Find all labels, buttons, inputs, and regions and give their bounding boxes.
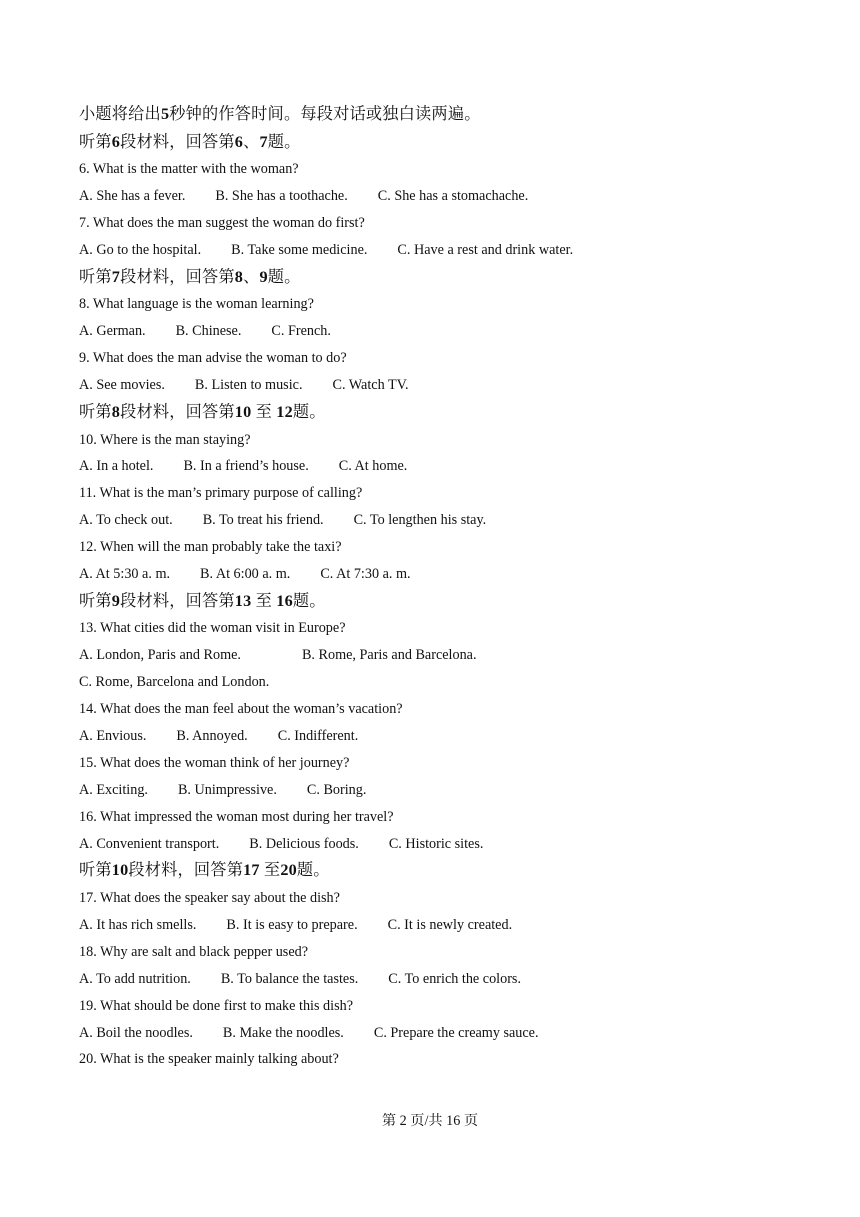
question-text: 20. What is the speaker mainly talking about? <box>79 1051 339 1068</box>
question-text: 13. What cities did the woman visit in Europe? <box>79 620 346 637</box>
heading-question-from: 8 <box>234 267 244 286</box>
question-options <box>79 372 799 399</box>
option-a: A. To add nutrition. <box>79 970 191 987</box>
question-text: 7. What does the man suggest the woman do first? <box>79 214 365 231</box>
option-a: A. German. <box>79 323 146 340</box>
question-text: 14. What does the man feel about the woman’s vacation? <box>79 701 403 718</box>
intro-text-suffix: 秒钟的作答时间。每段对话或独白读两遍。 <box>169 105 481 123</box>
question-options <box>79 723 799 750</box>
question-text: 18. Why are salt and black pepper used? <box>79 943 309 960</box>
intro-text-prefix: 小题将给出 <box>79 105 161 123</box>
heading-text: 题。 <box>267 132 301 151</box>
option-c: C. Boring. <box>306 781 367 798</box>
heading-text: 至 <box>251 402 277 421</box>
option-a: A. Boil the noodles. <box>79 1024 193 1041</box>
option-a: A. Envious. <box>79 728 147 744</box>
question-text: 10. Where is the man staying? <box>79 431 251 448</box>
heading-text: 听第 <box>79 267 112 286</box>
heading-text: 听第 <box>79 591 112 610</box>
option-b: B. Delicious foods. <box>249 835 359 852</box>
heading-question-to: 9 <box>259 267 268 286</box>
question-options <box>79 453 799 480</box>
question-text: 6. What is the matter with the woman? <box>79 161 299 178</box>
question-options <box>79 318 799 345</box>
heading-text: 段材料，回答第 <box>120 402 235 421</box>
option-b: B. At 6:00 a. m. <box>200 565 291 582</box>
question-options <box>79 1020 799 1047</box>
heading-material-number: 10 <box>111 861 129 880</box>
page-number-footer: 第 2 页/共 16 页 <box>381 1113 479 1129</box>
option-c: C. At home. <box>338 458 408 475</box>
heading-text: 段材料，回答第 <box>128 861 244 880</box>
question-options <box>79 507 799 534</box>
heading-material-number: 6 <box>111 132 121 151</box>
option-a: A. At 5:30 a. m. <box>79 565 171 582</box>
heading-question-to: 16 <box>276 591 293 610</box>
option-b: B. It is easy to prepare. <box>226 916 358 933</box>
question-options <box>79 669 799 696</box>
question-options <box>79 966 799 993</box>
option-a: A. Convenient transport. <box>79 835 220 852</box>
question-text: 15. What does the woman think of her journey? <box>79 754 350 771</box>
option-c: C. To enrich the colors. <box>388 970 521 987</box>
question-text: 19. What should be done first to make this dish? <box>79 997 353 1014</box>
option-c: C. Prepare the creamy sauce. <box>373 1024 539 1041</box>
heading-text: 、 <box>243 267 260 286</box>
question-options <box>79 237 799 264</box>
option-b: B. Make the noodles. <box>222 1024 344 1041</box>
option-c: C. Rome, Barcelona and London. <box>79 674 270 691</box>
option-a: A. London, Paris and Rome. <box>79 647 241 664</box>
heading-text: 至 <box>259 861 281 880</box>
option-b: B. To treat his friend. <box>202 512 324 529</box>
option-b: B. To balance the tastes. <box>220 970 359 987</box>
heading-question-from: 13 <box>234 591 252 610</box>
heading-text: 听第 <box>79 861 112 880</box>
page-content <box>79 101 799 1073</box>
section-heading <box>79 399 799 427</box>
option-c: C. At 7:30 a. m. <box>320 565 411 582</box>
option-c: C. French. <box>271 323 331 340</box>
heading-text: 题。 <box>292 402 326 421</box>
intro-seconds: 5 <box>160 105 170 123</box>
option-b: B. Chinese. <box>175 323 242 340</box>
heading-question-to: 20 <box>280 861 297 880</box>
heading-text: 段材料，回答第 <box>120 591 235 610</box>
option-c: C. Historic sites. <box>388 835 484 852</box>
heading-text: 题。 <box>267 267 301 286</box>
option-a: A. In a hotel. <box>79 458 154 475</box>
option-c: C. It is newly created. <box>387 916 513 933</box>
option-a: A. Go to the hospital. <box>79 241 202 258</box>
heading-text: 、 <box>243 132 260 151</box>
heading-text: 至 <box>251 591 277 610</box>
section-heading <box>79 264 799 292</box>
intro-line <box>79 101 799 129</box>
heading-question-from: 17 <box>243 861 260 880</box>
heading-material-number: 7 <box>111 267 121 286</box>
option-b: B. Annoyed. <box>176 728 248 744</box>
option-c: C. To lengthen his stay. <box>353 512 487 529</box>
option-b: B. Rome, Paris and Barcelona. <box>301 647 477 664</box>
option-a: A. She has a fever. <box>79 188 186 205</box>
question-options <box>79 183 799 210</box>
option-c: C. Have a rest and drink water. <box>397 241 574 258</box>
option-c: C. Indifferent. <box>277 728 359 744</box>
question-options <box>79 642 799 669</box>
heading-material-number: 8 <box>111 402 121 421</box>
section-heading <box>79 129 799 157</box>
heading-question-to: 12 <box>276 402 293 421</box>
option-b: B. Take some medicine. <box>231 241 368 258</box>
heading-question-from: 10 <box>234 402 252 421</box>
question-options <box>79 777 799 804</box>
option-a: A. See movies. <box>79 377 165 394</box>
heading-text: 听第 <box>79 402 112 421</box>
option-c: C. Watch TV. <box>332 377 409 394</box>
option-a: A. It has rich smells. <box>79 916 197 933</box>
question-options <box>79 912 799 939</box>
heading-text: 题。 <box>296 861 330 880</box>
option-b: B. Unimpressive. <box>177 781 277 798</box>
section-heading <box>79 857 799 885</box>
option-c: C. She has a stomachache. <box>377 188 529 205</box>
heading-question-to: 7 <box>259 132 268 151</box>
question-text: 9. What does the man advise the woman to do? <box>79 350 347 367</box>
option-a: A. To check out. <box>79 512 173 529</box>
option-a: A. Exciting. <box>79 781 148 798</box>
heading-text: 听第 <box>79 132 112 151</box>
question-text: 17. What does the speaker say about the dish? <box>79 890 340 907</box>
option-b: B. Listen to music. <box>194 377 303 394</box>
heading-material-number: 9 <box>111 591 121 610</box>
heading-text: 段材料，回答第 <box>120 267 235 286</box>
question-text: 8. What language is the woman learning? <box>79 296 314 313</box>
heading-text: 题。 <box>292 591 326 610</box>
option-b: B. She has a toothache. <box>215 188 348 205</box>
section-heading <box>79 588 799 616</box>
option-b: B. In a friend’s house. <box>183 458 309 475</box>
question-options <box>79 831 799 858</box>
heading-text: 段材料，回答第 <box>120 132 235 151</box>
heading-question-from: 6 <box>234 132 244 151</box>
question-text: 12. When will the man probably take the taxi? <box>79 539 342 556</box>
question-options <box>79 561 799 588</box>
question-text: 11. What is the man’s primary purpose of calling? <box>79 485 363 502</box>
question-text: 16. What impressed the woman most during her travel? <box>79 808 394 825</box>
